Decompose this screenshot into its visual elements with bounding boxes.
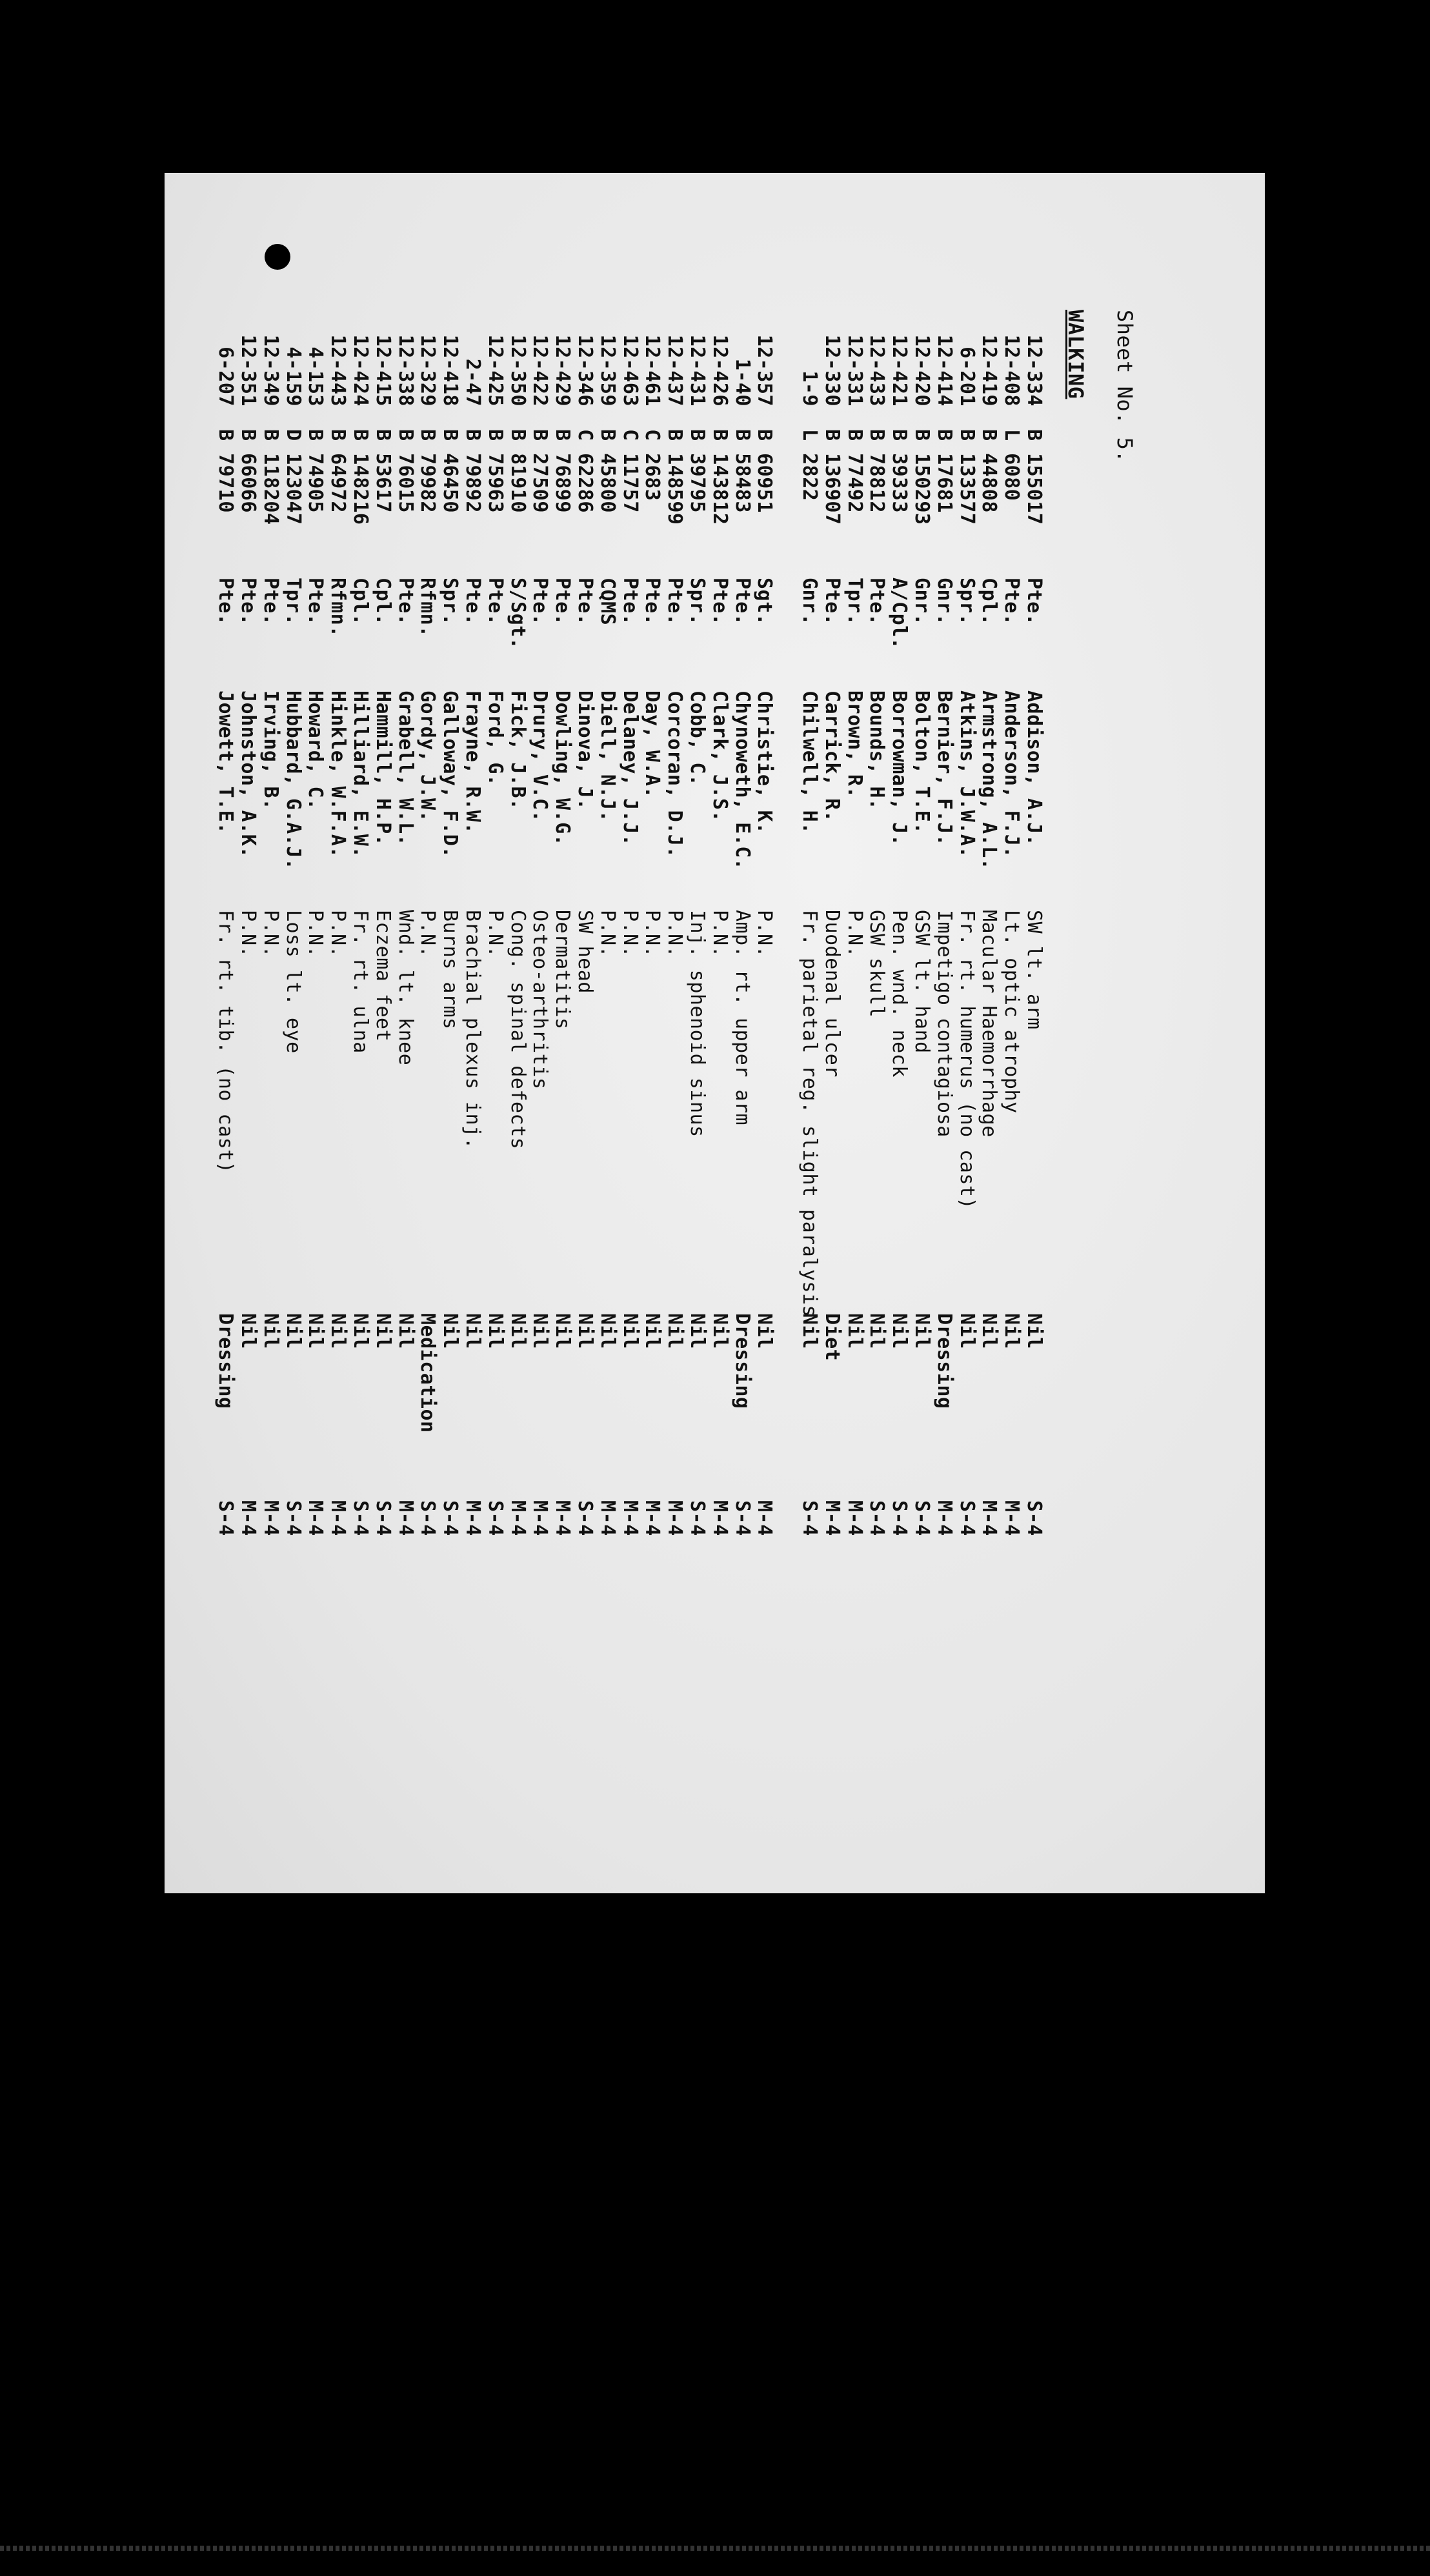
diagnosis: Macular Haemorrhage bbox=[978, 910, 1001, 1138]
category: S-4 bbox=[349, 1500, 372, 1536]
regimental-number: B 60951 bbox=[753, 429, 776, 513]
regimental-number: B 148599 bbox=[663, 429, 687, 525]
patient-name: Howard, C. bbox=[304, 690, 327, 810]
admission-no: 12-437 bbox=[663, 334, 687, 407]
diagnosis: P.N. bbox=[753, 910, 776, 958]
treatment: Nil bbox=[281, 1313, 305, 1349]
rank: Gnr. bbox=[798, 578, 821, 626]
admission-no: 12-461 bbox=[641, 334, 664, 407]
admission-no: 12-359 bbox=[596, 334, 619, 407]
admission-no: 12-443 bbox=[327, 334, 350, 407]
diagnosis: Inj. sphenoid sinus bbox=[686, 910, 709, 1138]
rank: Cpl. bbox=[371, 578, 394, 626]
patient-name: Dowling, W.G. bbox=[551, 690, 574, 847]
treatment: Nil bbox=[259, 1313, 282, 1349]
category: S-4 bbox=[281, 1500, 305, 1536]
treatment: Nil bbox=[798, 1313, 821, 1349]
treatment: Nil bbox=[753, 1313, 776, 1349]
admission-no: 6-207 bbox=[214, 347, 237, 407]
regimental-number: C 11757 bbox=[618, 429, 641, 513]
patient-name: Diell, N.J. bbox=[596, 690, 619, 823]
patient-name: Cobb, C. bbox=[686, 690, 709, 787]
diagnosis: Impetigo contagiosa bbox=[932, 910, 956, 1138]
treatment: Nil bbox=[574, 1313, 597, 1349]
treatment: Nil bbox=[596, 1313, 619, 1349]
patient-name: Ford, G. bbox=[483, 690, 507, 787]
category: M-4 bbox=[529, 1500, 552, 1536]
category: M-4 bbox=[304, 1500, 327, 1536]
diagnosis: P.N. bbox=[483, 910, 507, 958]
category: M-4 bbox=[1000, 1500, 1023, 1536]
patient-name: Bounds, H. bbox=[865, 690, 889, 810]
regimental-number: B 64972 bbox=[327, 429, 350, 513]
admission-no: 12-415 bbox=[371, 334, 394, 407]
diagnosis: P.N. bbox=[663, 910, 687, 958]
category: S-4 bbox=[955, 1500, 978, 1536]
regimental-number: B 66066 bbox=[237, 429, 260, 513]
admission-no: 12-329 bbox=[416, 334, 439, 407]
regimental-number: B 148216 bbox=[349, 429, 372, 525]
admission-no: 12-357 bbox=[753, 334, 776, 407]
category: M-4 bbox=[978, 1500, 1001, 1536]
rank: Pte. bbox=[214, 578, 237, 626]
patient-name: Addison, A.J. bbox=[1023, 690, 1045, 847]
admission-no: 12-421 bbox=[888, 334, 911, 407]
sheet-number-label: Sheet No. 5. bbox=[1113, 310, 1137, 463]
admission-no: 12-422 bbox=[529, 334, 552, 407]
treatment: Nil bbox=[529, 1313, 552, 1349]
diagnosis: Fr. rt. ulna bbox=[349, 910, 372, 1054]
regimental-number: L 2822 bbox=[798, 429, 821, 501]
treatment: Nil bbox=[843, 1313, 866, 1349]
diagnosis: Duodenal ulcer bbox=[820, 910, 843, 1078]
admission-no: 6-201 bbox=[955, 347, 978, 407]
patient-name: Galloway, F.D. bbox=[439, 690, 462, 858]
treatment: Nil bbox=[439, 1313, 462, 1349]
patient-name: Frayne, R.W. bbox=[461, 690, 485, 834]
treatment: Nil bbox=[506, 1313, 529, 1349]
admission-no: 1-9 bbox=[798, 370, 821, 407]
treatment: Nil bbox=[641, 1313, 664, 1349]
category: M-4 bbox=[618, 1500, 641, 1536]
admission-no: 12-330 bbox=[820, 334, 843, 407]
patient-name: Delaney, J.J. bbox=[618, 690, 641, 847]
diagnosis: Amp. rt. upper arm bbox=[730, 910, 754, 1126]
regimental-number: B 39333 bbox=[888, 429, 911, 513]
rank: A/Cpl. bbox=[888, 578, 911, 650]
treatment: Nil bbox=[686, 1313, 709, 1349]
patient-name: Hinkle, W.F.A. bbox=[327, 690, 350, 858]
patient-name: Borrowman, J. bbox=[888, 690, 911, 847]
patient-name: Gordy, J.W. bbox=[416, 690, 439, 823]
regimental-number: B 44808 bbox=[978, 429, 1001, 513]
patient-name: Chilwell, H. bbox=[798, 690, 821, 834]
typed-page bbox=[201, 310, 1137, 1600]
regimental-number: B 133577 bbox=[955, 429, 978, 525]
admission-no: 12-418 bbox=[439, 334, 462, 407]
category: M-4 bbox=[596, 1500, 619, 1536]
rank: Pte. bbox=[1023, 578, 1045, 626]
diagnosis: Dermatitis bbox=[551, 910, 574, 1030]
patient-name: Chynoweth, E.C. bbox=[730, 690, 754, 870]
treatment: Nil bbox=[371, 1313, 394, 1349]
category: M-4 bbox=[843, 1500, 866, 1536]
regimental-number: B 45800 bbox=[596, 429, 619, 513]
regimental-number: B 150293 bbox=[911, 429, 934, 525]
admission-no: 4-153 bbox=[304, 347, 327, 407]
diagnosis: Fr. parietal reg. slight paralysis bbox=[798, 910, 821, 1318]
category: S-4 bbox=[371, 1500, 394, 1536]
rank: Spr. bbox=[955, 578, 978, 626]
diagnosis: P.N. bbox=[843, 910, 866, 958]
diagnosis: Loss lt. eye bbox=[281, 910, 305, 1054]
treatment: Nil bbox=[911, 1313, 934, 1349]
treatment: Nil bbox=[865, 1313, 889, 1349]
rank: Pte. bbox=[820, 578, 843, 626]
rank: Spr. bbox=[439, 578, 462, 626]
regimental-number: B 81910 bbox=[506, 429, 529, 513]
regimental-number: B 77492 bbox=[843, 429, 866, 513]
regimental-number: B 53617 bbox=[371, 429, 394, 513]
rank: Pte. bbox=[574, 578, 597, 626]
regimental-number: B 155017 bbox=[1023, 429, 1045, 525]
rank: Pte. bbox=[394, 578, 417, 626]
diagnosis: P.N. bbox=[259, 910, 282, 958]
treatment: Medication bbox=[416, 1313, 439, 1433]
admission-no: 12-424 bbox=[349, 334, 372, 407]
admission-no: 12-426 bbox=[708, 334, 731, 407]
diagnosis: Fr. rt. tib. (no cast) bbox=[214, 910, 237, 1174]
regimental-number: C 62286 bbox=[574, 429, 597, 513]
admission-no: 12-429 bbox=[551, 334, 574, 407]
regimental-number: B 136907 bbox=[820, 429, 843, 525]
admission-no: 1-40 bbox=[730, 358, 754, 407]
category: S-4 bbox=[686, 1500, 709, 1536]
scan-edge bbox=[0, 2546, 1430, 2551]
regimental-number: L 6080 bbox=[1000, 429, 1023, 501]
treatment: Nil bbox=[955, 1313, 978, 1349]
treatment: Nil bbox=[888, 1313, 911, 1349]
rank: Gnr. bbox=[932, 578, 956, 626]
admission-no: 12-408 bbox=[1000, 334, 1023, 407]
patient-name: Atkins, J.W.A. bbox=[955, 690, 978, 858]
treatment: Nil bbox=[1000, 1313, 1023, 1349]
category: S-4 bbox=[730, 1500, 754, 1536]
category: M-4 bbox=[641, 1500, 664, 1536]
rank: Pte. bbox=[663, 578, 687, 626]
treatment: Nil bbox=[1023, 1313, 1045, 1349]
treatment: Nil bbox=[304, 1313, 327, 1349]
regimental-number: B 27509 bbox=[529, 429, 552, 513]
rank: Cpl. bbox=[349, 578, 372, 626]
rank: Pte. bbox=[304, 578, 327, 626]
treatment: Diet bbox=[820, 1313, 843, 1362]
category: M-4 bbox=[327, 1500, 350, 1536]
patient-name: Christie, K. bbox=[753, 690, 776, 834]
category: M-4 bbox=[820, 1500, 843, 1536]
category: S-4 bbox=[439, 1500, 462, 1536]
patient-name: Armstrong, A.L. bbox=[978, 690, 1001, 870]
patient-name: Carrick, R. bbox=[820, 690, 843, 823]
patient-name: Grabell, W.L. bbox=[394, 690, 417, 847]
regimental-number: B 39795 bbox=[686, 429, 709, 513]
patient-name: Johnston, A.K. bbox=[237, 690, 260, 858]
patient-name: Irving, B. bbox=[259, 690, 282, 810]
diagnosis: Fr. rt. humerus (no cast) bbox=[955, 910, 978, 1210]
patient-name: Day, W.A. bbox=[641, 690, 664, 799]
category: M-4 bbox=[708, 1500, 731, 1536]
diagnosis: P.N. bbox=[708, 910, 731, 958]
treatment: Nil bbox=[551, 1313, 574, 1349]
diagnosis: SW head bbox=[574, 910, 597, 994]
treatment: Nil bbox=[483, 1313, 507, 1349]
rank: Pte. bbox=[708, 578, 731, 626]
regimental-number: B 143812 bbox=[708, 429, 731, 525]
diagnosis: Pen. wnd. neck bbox=[888, 910, 911, 1078]
category: S-4 bbox=[911, 1500, 934, 1536]
patient-name: Brown, R. bbox=[843, 690, 866, 799]
category: S-4 bbox=[888, 1500, 911, 1536]
treatment: Nil bbox=[327, 1313, 350, 1349]
admission-no: 12-419 bbox=[978, 334, 1001, 407]
admission-no: 12-349 bbox=[259, 334, 282, 407]
category: S-4 bbox=[1023, 1500, 1045, 1536]
admission-no: 12-414 bbox=[932, 334, 956, 407]
category: M-4 bbox=[259, 1500, 282, 1536]
rank: Rfmn. bbox=[327, 578, 350, 638]
category: M-4 bbox=[237, 1500, 260, 1536]
diagnosis: GSW skull bbox=[865, 910, 889, 1018]
treatment: Dressing bbox=[730, 1313, 754, 1409]
patient-name: Clark, J.S. bbox=[708, 690, 731, 823]
admission-no: 12-433 bbox=[865, 334, 889, 407]
category: S-4 bbox=[214, 1500, 237, 1536]
admission-no: 12-420 bbox=[911, 334, 934, 407]
regimental-number: B 46450 bbox=[439, 429, 462, 513]
rank: Pte. bbox=[259, 578, 282, 626]
treatment: Nil bbox=[708, 1313, 731, 1349]
regimental-number: B 76015 bbox=[394, 429, 417, 513]
category: M-4 bbox=[932, 1500, 956, 1536]
diagnosis: SW lt. arm bbox=[1023, 910, 1045, 1030]
rank: Pte. bbox=[237, 578, 260, 626]
patient-name: Fick, J.B. bbox=[506, 690, 529, 810]
category: M-4 bbox=[551, 1500, 574, 1536]
patient-name: Corcoran, D.J. bbox=[663, 690, 687, 858]
diagnosis: Eczema feet bbox=[371, 910, 394, 1042]
regimental-number: B 79710 bbox=[214, 429, 237, 513]
admission-no: 12-463 bbox=[618, 334, 641, 407]
rank: Rfmn. bbox=[416, 578, 439, 638]
regimental-number: B 79892 bbox=[461, 429, 485, 513]
patient-name: Dinova, J. bbox=[574, 690, 597, 810]
category: S-4 bbox=[416, 1500, 439, 1536]
rank: Pte. bbox=[730, 578, 754, 626]
regimental-number: B 79982 bbox=[416, 429, 439, 513]
diagnosis: Wnd. lt. knee bbox=[394, 910, 417, 1066]
rank: Pte. bbox=[865, 578, 889, 626]
section-heading: WALKING bbox=[1063, 310, 1088, 399]
admission-no: 12-331 bbox=[843, 334, 866, 407]
category: M-4 bbox=[506, 1500, 529, 1536]
punch-hole bbox=[265, 244, 290, 270]
patient-name: Anderson, F.J. bbox=[1000, 690, 1023, 858]
admission-no: 12-351 bbox=[237, 334, 260, 407]
treatment: Nil bbox=[663, 1313, 687, 1349]
regimental-number: B 75963 bbox=[483, 429, 507, 513]
diagnosis: GSW lt. hand bbox=[911, 910, 934, 1054]
diagnosis: P.N. bbox=[327, 910, 350, 958]
diagnosis: Lt. optic atrophy bbox=[1000, 910, 1023, 1114]
rank: Cpl. bbox=[978, 578, 1001, 626]
diagnosis: P.N. bbox=[618, 910, 641, 958]
admission-no: 2-47 bbox=[461, 358, 485, 407]
diagnosis: Cong. spinal defects bbox=[506, 910, 529, 1150]
diagnosis: Osteo-arthritis bbox=[529, 910, 552, 1090]
category: S-4 bbox=[798, 1500, 821, 1536]
category: S-4 bbox=[574, 1500, 597, 1536]
rank: CQMS bbox=[596, 578, 619, 626]
rank: Pte. bbox=[618, 578, 641, 626]
rank: Pte. bbox=[641, 578, 664, 626]
diagnosis: Burns arms bbox=[439, 910, 462, 1030]
category: S-4 bbox=[483, 1500, 507, 1536]
category: M-4 bbox=[461, 1500, 485, 1536]
diagnosis: P.N. bbox=[416, 910, 439, 958]
regimental-number: B 76899 bbox=[551, 429, 574, 513]
patient-name: Hammill, H.P. bbox=[371, 690, 394, 847]
regimental-number: D 123047 bbox=[281, 429, 305, 525]
category: S-4 bbox=[865, 1500, 889, 1536]
treatment: Nil bbox=[349, 1313, 372, 1349]
patient-name: Drury, V.C. bbox=[529, 690, 552, 823]
treatment: Dressing bbox=[214, 1313, 237, 1409]
regimental-number: C 2683 bbox=[641, 429, 664, 501]
diagnosis: P.N. bbox=[596, 910, 619, 958]
rank: Pte. bbox=[529, 578, 552, 626]
patient-name: Bolton, T.E. bbox=[911, 690, 934, 834]
admission-no: 12-346 bbox=[574, 334, 597, 407]
treatment: Dressing bbox=[932, 1313, 956, 1409]
treatment: Nil bbox=[618, 1313, 641, 1349]
treatment: Nil bbox=[461, 1313, 485, 1349]
admission-no: 12-425 bbox=[483, 334, 507, 407]
rank: Pte. bbox=[1000, 578, 1023, 626]
rank: Pte. bbox=[461, 578, 485, 626]
regimental-number: B 78812 bbox=[865, 429, 889, 513]
treatment: Nil bbox=[394, 1313, 417, 1349]
diagnosis: P.N. bbox=[641, 910, 664, 958]
diagnosis: Brachial plexus inj. bbox=[461, 910, 485, 1150]
regimental-number: B 118204 bbox=[259, 429, 282, 525]
regimental-number: B 74905 bbox=[304, 429, 327, 513]
treatment: Nil bbox=[978, 1313, 1001, 1349]
patient-name: Hubbard, G.A.J. bbox=[281, 690, 305, 870]
patient-name: Bernier, F.J. bbox=[932, 690, 956, 847]
admission-no: 12-431 bbox=[686, 334, 709, 407]
admission-no: 12-338 bbox=[394, 334, 417, 407]
category: M-4 bbox=[394, 1500, 417, 1536]
rank: Tpr. bbox=[281, 578, 305, 626]
admission-no: 12-350 bbox=[506, 334, 529, 407]
category: M-4 bbox=[663, 1500, 687, 1536]
rank: Gnr. bbox=[911, 578, 934, 626]
diagnosis: P.N. bbox=[237, 910, 260, 958]
rank: Tpr. bbox=[843, 578, 866, 626]
treatment: Nil bbox=[237, 1313, 260, 1349]
regimental-number: B 17681 bbox=[932, 429, 956, 513]
rank: Sgt. bbox=[753, 578, 776, 626]
patient-name: Jowett, T.E. bbox=[214, 690, 237, 834]
category: M-4 bbox=[753, 1500, 776, 1536]
rank: Pte. bbox=[551, 578, 574, 626]
admission-no: 4-159 bbox=[281, 347, 305, 407]
rank: Spr. bbox=[686, 578, 709, 626]
patient-name: Hilliard, E.W. bbox=[349, 690, 372, 858]
rank: Pte. bbox=[483, 578, 507, 626]
diagnosis: P.N. bbox=[304, 910, 327, 958]
regimental-number: B 58483 bbox=[730, 429, 754, 513]
admission-no: 12-334 bbox=[1023, 334, 1045, 407]
rank: S/Sgt. bbox=[506, 578, 529, 650]
